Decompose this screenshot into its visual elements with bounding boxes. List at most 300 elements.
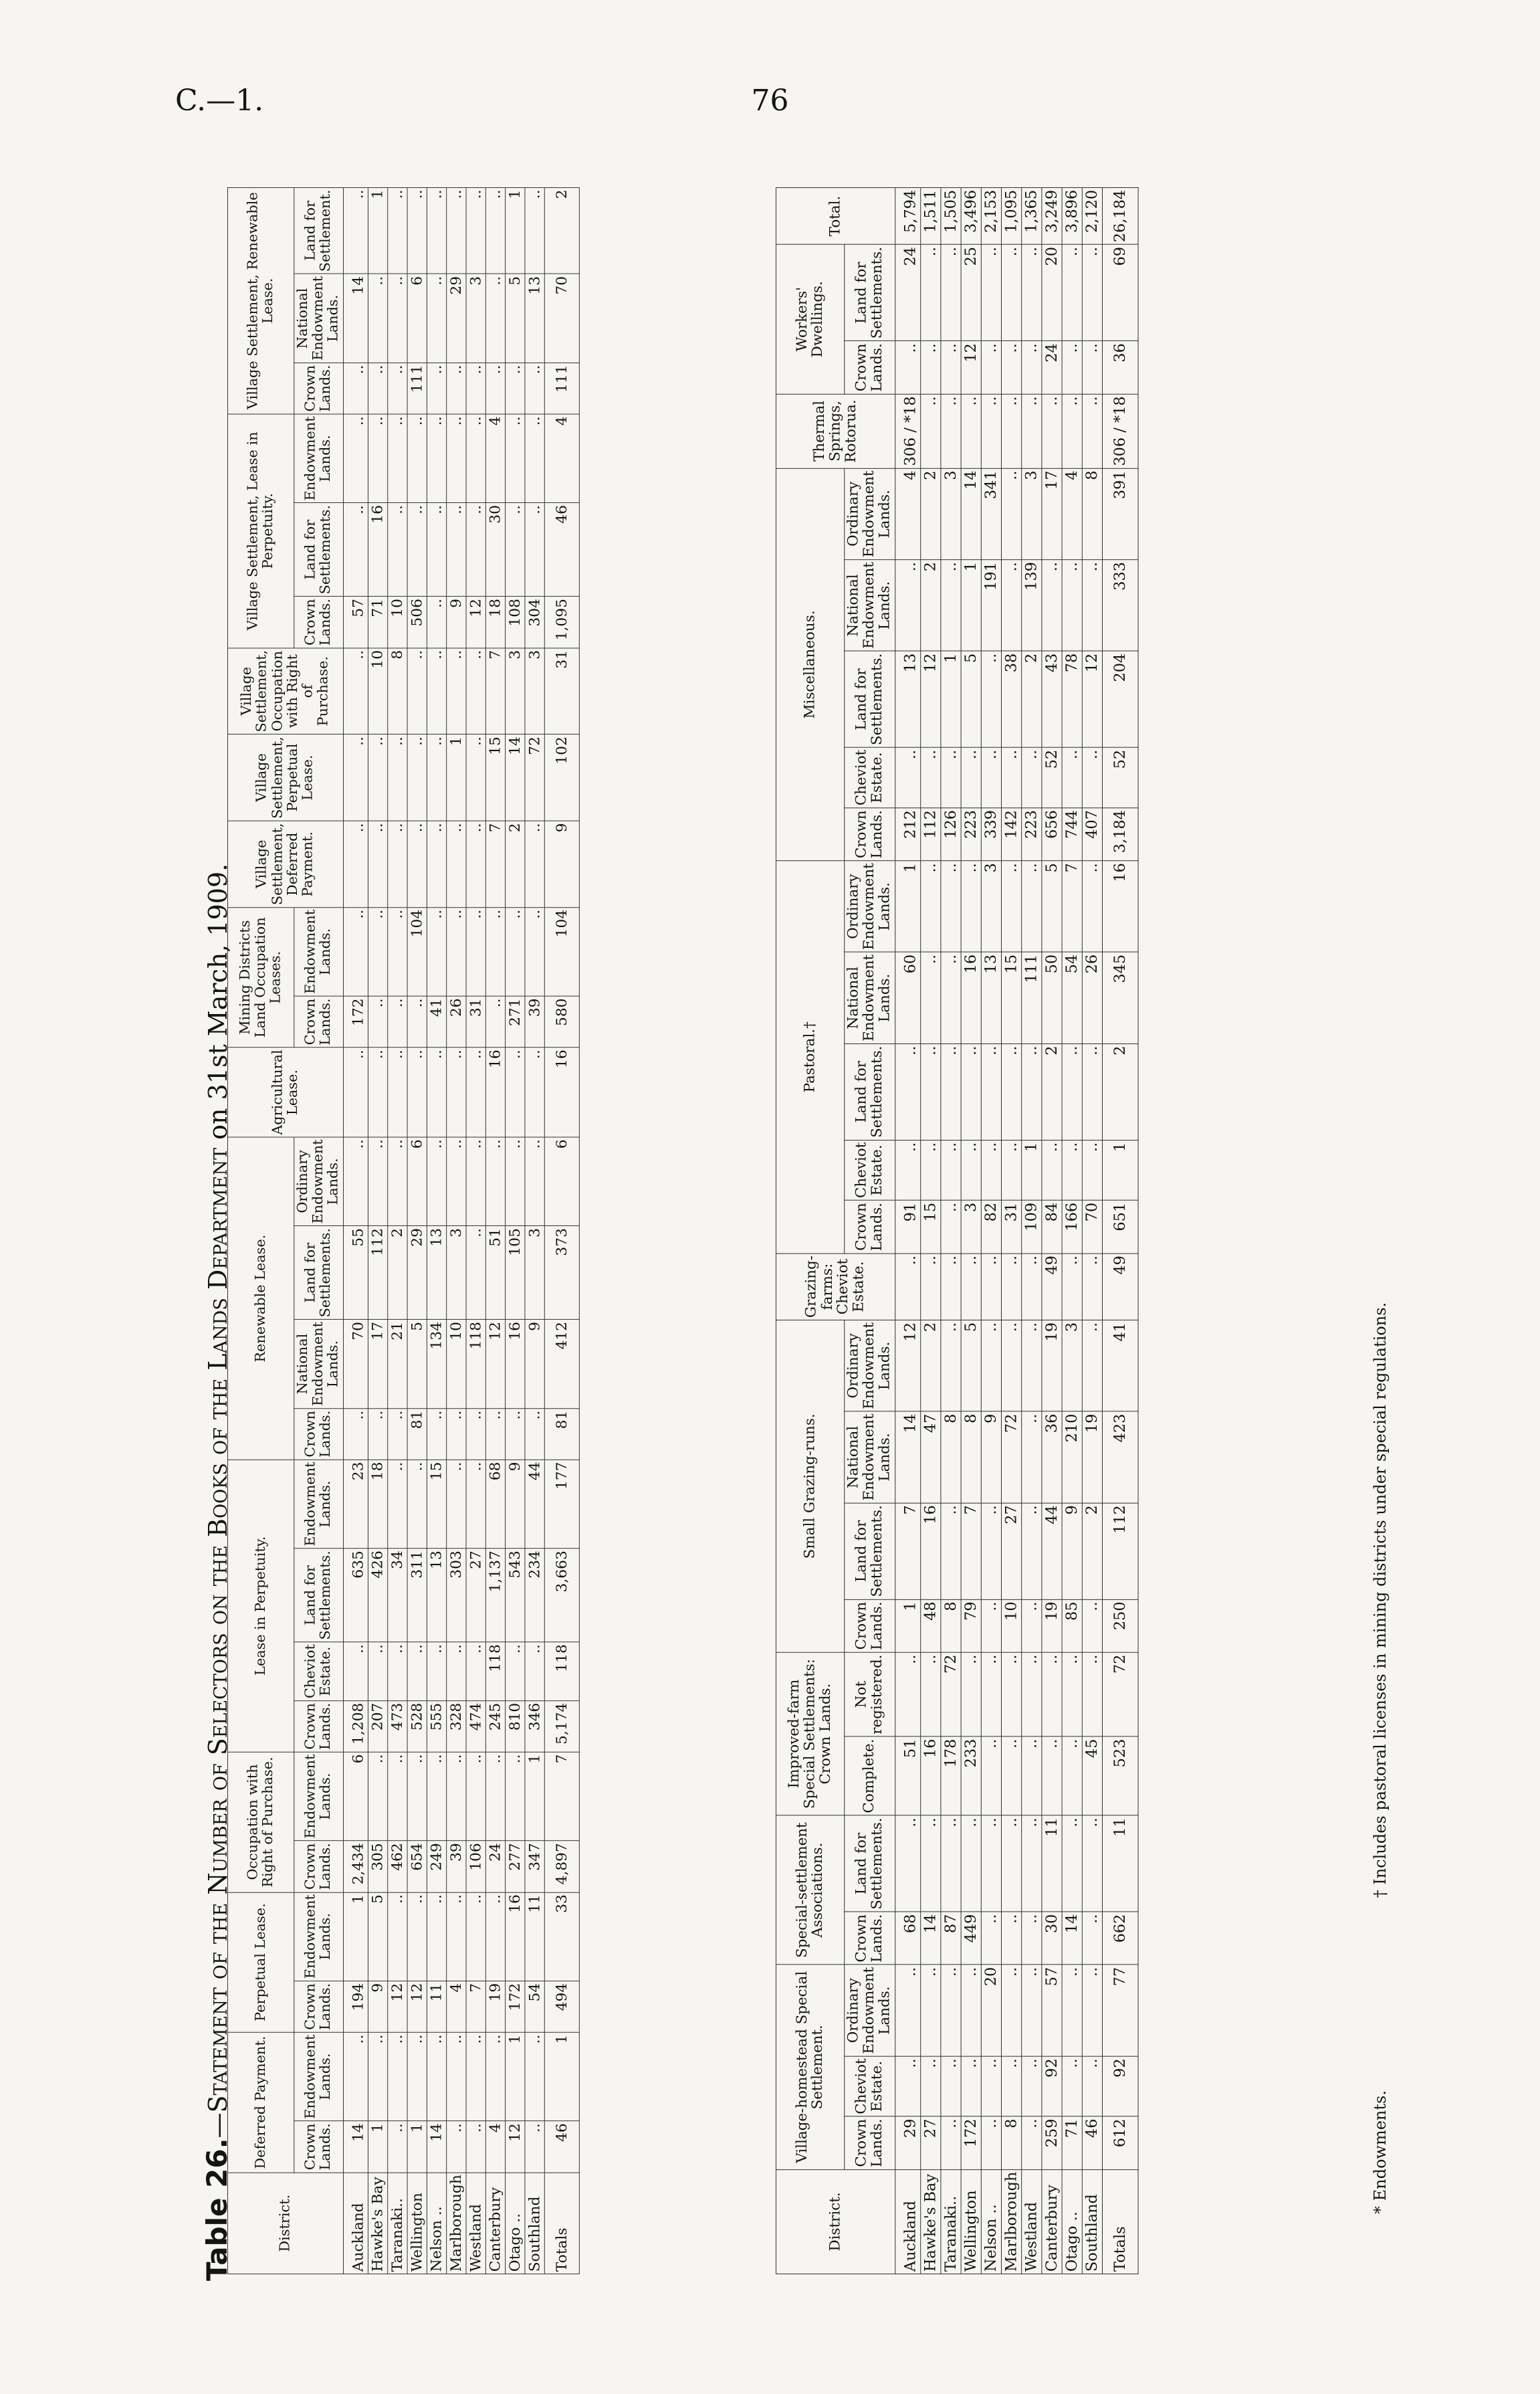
table-cell: .. bbox=[505, 1408, 524, 1460]
table-cell: 172 bbox=[961, 2116, 981, 2169]
table-cell: .. bbox=[427, 363, 446, 414]
table-cell: .. bbox=[1001, 2056, 1021, 2116]
table-cell: 57 bbox=[343, 597, 368, 648]
table-cell: .. bbox=[343, 648, 368, 734]
table-cell: 2 bbox=[505, 821, 524, 907]
column-header: Land for Settlements. bbox=[294, 1226, 343, 1320]
totals-cell: 333 bbox=[1102, 560, 1138, 652]
table-row bbox=[427, 187, 446, 2274]
table-cell: 15 bbox=[920, 1200, 940, 1253]
table-cell: .. bbox=[466, 907, 485, 996]
district-name: Westland bbox=[466, 2173, 485, 2274]
district-name: Southland bbox=[525, 2173, 544, 2274]
table-cell: .. bbox=[1082, 1815, 1102, 1912]
totals-cell: 70 bbox=[544, 274, 579, 363]
district-name: Marlborough bbox=[446, 2173, 465, 2274]
table-label: Table 26. bbox=[201, 2138, 233, 2281]
table-cell: .. bbox=[895, 1652, 920, 1736]
table-cell: 12 bbox=[485, 1320, 505, 1409]
table-cell: 71 bbox=[1062, 2116, 1082, 2169]
table-cell: 13 bbox=[525, 274, 544, 363]
table-row bbox=[343, 187, 368, 2274]
district-name: Nelson .. bbox=[427, 2173, 446, 2274]
table-cell: .. bbox=[368, 1642, 387, 1701]
table-cell: .. bbox=[941, 1503, 961, 1599]
table-cell: 20 bbox=[981, 1965, 1001, 2056]
table-cell: .. bbox=[387, 274, 407, 363]
column-header: Complete. bbox=[845, 1736, 895, 1815]
table-cell: .. bbox=[407, 187, 427, 274]
table-cell: .. bbox=[981, 1599, 1001, 1652]
table-cell: .. bbox=[941, 1043, 961, 1140]
table-cell: .. bbox=[446, 2032, 465, 2121]
page-number: 76 bbox=[751, 84, 789, 118]
table-cell: 72 bbox=[525, 734, 544, 821]
table-cell: .. bbox=[1082, 341, 1102, 394]
table-cell: .. bbox=[485, 187, 505, 274]
table-cell: 72 bbox=[941, 1652, 961, 1736]
table-cell: 407 bbox=[1082, 808, 1102, 861]
table-cell: .. bbox=[981, 1320, 1001, 1412]
table-cell: 656 bbox=[1041, 808, 1061, 861]
table-cell: .. bbox=[466, 821, 485, 907]
district-name: Wellington bbox=[961, 2169, 981, 2274]
table-cell: 9 bbox=[981, 1411, 1001, 1503]
table-cell: .. bbox=[981, 2116, 1001, 2169]
table-cell: 84 bbox=[1041, 1200, 1061, 1253]
table-cell: .. bbox=[941, 1254, 961, 1320]
column-header: Endowment Lands. bbox=[294, 1892, 343, 1981]
table-cell: .. bbox=[343, 1048, 368, 1137]
column-header: Land for Settlements. bbox=[294, 503, 343, 597]
table-cell: 328 bbox=[446, 1700, 465, 1752]
table-cell: .. bbox=[427, 2032, 446, 2121]
table-cell: 91 bbox=[895, 1200, 920, 1253]
totals-cell: 2 bbox=[544, 187, 579, 274]
column-header: Ordinary Endowment Lands. bbox=[294, 1137, 343, 1226]
column-header: Agricultural Lease. bbox=[227, 1048, 343, 1137]
table-cell: .. bbox=[485, 1752, 505, 1841]
table-cell: 29 bbox=[446, 274, 465, 363]
table-cell: 27 bbox=[466, 1549, 485, 1642]
table-cell: 7 bbox=[485, 821, 505, 907]
table-cell: .. bbox=[387, 1892, 407, 1981]
column-header: Endowment Lands. bbox=[294, 907, 343, 996]
column-header: Total. bbox=[776, 187, 895, 244]
table-cell: 21 bbox=[387, 1320, 407, 1409]
table-row bbox=[368, 187, 387, 2274]
table-cell: .. bbox=[920, 861, 940, 953]
table-cell: 2,434 bbox=[343, 1841, 368, 1892]
table-cell: .. bbox=[1021, 1912, 1041, 1965]
table-cell: .. bbox=[466, 2032, 485, 2121]
table-cell: 11 bbox=[1041, 1815, 1061, 1912]
table-cell: .. bbox=[427, 1892, 446, 1981]
column-header: National Endowment Lands. bbox=[294, 1320, 343, 1409]
column-header: Crown Lands. bbox=[294, 1841, 343, 1892]
totals-cell: 16 bbox=[544, 1048, 579, 1137]
district-name: Taranaki.. bbox=[387, 2173, 407, 2274]
table-cell: 3 bbox=[961, 1200, 981, 1253]
table-cell: .. bbox=[407, 1752, 427, 1841]
table-row bbox=[1082, 187, 1102, 2274]
table-cell: 166 bbox=[1062, 1200, 1082, 1253]
totals-cell: 7 bbox=[544, 1752, 579, 1841]
table-cell: .. bbox=[1082, 1652, 1102, 1736]
table-cell: .. bbox=[961, 1254, 981, 1320]
totals-cell: 1 bbox=[1102, 1140, 1138, 1200]
table-1-wrapper bbox=[227, 187, 579, 2274]
table-cell: .. bbox=[485, 363, 505, 414]
totals-cell: 33 bbox=[544, 1892, 579, 1981]
table-cell: 112 bbox=[368, 1226, 387, 1320]
table-cell: .. bbox=[1082, 1599, 1102, 1652]
table-cell: 277 bbox=[505, 1841, 524, 1892]
district-name: Otago .. bbox=[1062, 2169, 1082, 2274]
table-cell: 16 bbox=[505, 1892, 524, 1981]
totals-cell: 81 bbox=[544, 1408, 579, 1460]
table-cell: .. bbox=[387, 2032, 407, 2121]
table-cell: .. bbox=[446, 363, 465, 414]
totals-cell: 2 bbox=[1102, 1043, 1138, 1140]
table-cell: 6 bbox=[407, 274, 427, 363]
table-cell: .. bbox=[387, 1048, 407, 1137]
table-cell: .. bbox=[427, 1408, 446, 1460]
table-cell: .. bbox=[1082, 1912, 1102, 1965]
table-cell: 44 bbox=[1041, 1503, 1061, 1599]
table-cell: .. bbox=[368, 907, 387, 996]
table-cell: 12 bbox=[505, 2121, 524, 2173]
table-cell: .. bbox=[1021, 1815, 1041, 1912]
table-cell: .. bbox=[1062, 2056, 1082, 2116]
table-cell: .. bbox=[505, 503, 524, 597]
table-cell: 27 bbox=[920, 2116, 940, 2169]
column-header: National Endowment Lands. bbox=[294, 274, 343, 363]
table-cell: .. bbox=[387, 1460, 407, 1549]
table-cell: 3 bbox=[1062, 1320, 1082, 1412]
district-header: District. bbox=[776, 2169, 895, 2274]
table-cell: 1,511 bbox=[920, 187, 940, 244]
column-header: Village Settlement, Perpetual Lease. bbox=[227, 734, 343, 821]
table-cell: .. bbox=[1001, 341, 1021, 394]
table-cell: 6 bbox=[407, 1137, 427, 1226]
table-cell: 139 bbox=[1021, 560, 1041, 652]
table-cell: .. bbox=[387, 907, 407, 996]
column-header: Land for Settlements. bbox=[845, 1043, 895, 1140]
table-cell: 25 bbox=[961, 245, 981, 341]
table-cell: .. bbox=[1062, 560, 1082, 652]
totals-cell: 1,095 bbox=[544, 597, 579, 648]
table-cell: 347 bbox=[525, 1841, 544, 1892]
column-header: Crown Lands. bbox=[845, 1599, 895, 1652]
table-cell: .. bbox=[961, 2056, 981, 2116]
table-cell: 8 bbox=[941, 1411, 961, 1503]
table-cell: .. bbox=[981, 341, 1001, 394]
table-cell: .. bbox=[1001, 560, 1021, 652]
table-cell: .. bbox=[895, 1254, 920, 1320]
totals-cell: 423 bbox=[1102, 1411, 1138, 1503]
table-cell: 15 bbox=[427, 1460, 446, 1549]
table-cell: .. bbox=[920, 748, 940, 808]
table-cell: .. bbox=[895, 1043, 920, 1140]
table-cell: 108 bbox=[505, 597, 524, 648]
table-cell: .. bbox=[446, 1892, 465, 1981]
table-cell: .. bbox=[466, 2121, 485, 2173]
table-cell: .. bbox=[525, 821, 544, 907]
table-cell: .. bbox=[961, 1815, 981, 1912]
table-cell: 2 bbox=[1021, 651, 1041, 747]
table-cell: 27 bbox=[1001, 1503, 1021, 1599]
table-cell: .. bbox=[387, 414, 407, 503]
table-cell: .. bbox=[343, 503, 368, 597]
table-cell: .. bbox=[1082, 2056, 1102, 2116]
table-cell: 70 bbox=[1082, 1200, 1102, 1253]
table-cell: 20 bbox=[1041, 245, 1061, 341]
table-cell: .. bbox=[981, 394, 1001, 468]
table-cell: .. bbox=[1001, 245, 1021, 341]
table-cell: 1 bbox=[343, 1892, 368, 1981]
table-cell: .. bbox=[525, 414, 544, 503]
table-cell: .. bbox=[1062, 1815, 1082, 1912]
table-cell: 426 bbox=[368, 1549, 387, 1642]
table-cell: 528 bbox=[407, 1700, 427, 1752]
table-cell: 249 bbox=[427, 1841, 446, 1892]
table-cell: 1,137 bbox=[485, 1549, 505, 1642]
table-cell: 3,896 bbox=[1062, 187, 1082, 244]
table-cell: 543 bbox=[505, 1549, 524, 1642]
table-cell: 212 bbox=[895, 808, 920, 861]
table-cell: 111 bbox=[407, 363, 427, 414]
column-header: Village Settlement, Occupation with Right of Purchase. bbox=[227, 648, 343, 734]
table-cell: 305 bbox=[368, 1841, 387, 1892]
column-header: Land for Settlements. bbox=[845, 1503, 895, 1599]
column-header: Land for Settlements. bbox=[294, 1549, 343, 1642]
table-cell: .. bbox=[427, 734, 446, 821]
table-cell: 16 bbox=[485, 1048, 505, 1137]
table-cell: 15 bbox=[1001, 952, 1021, 1043]
table-cell: 29 bbox=[895, 2116, 920, 2169]
table-cell: 3 bbox=[981, 861, 1001, 953]
header-row-groups bbox=[776, 187, 844, 2274]
table-cell: 49 bbox=[1041, 1254, 1061, 1320]
table-cell: .. bbox=[1082, 560, 1102, 652]
table-cell: 4 bbox=[485, 414, 505, 503]
table-cell: .. bbox=[407, 503, 427, 597]
table-cell: .. bbox=[1021, 2116, 1041, 2169]
table-cell: 71 bbox=[368, 597, 387, 648]
table-cell: .. bbox=[920, 1815, 940, 1912]
table-cell: 45 bbox=[1082, 1736, 1102, 1815]
table-cell: .. bbox=[1001, 1965, 1021, 2056]
table-cell: 5 bbox=[961, 651, 981, 747]
table-cell: 2 bbox=[1041, 1043, 1061, 1140]
table-cell: .. bbox=[446, 1752, 465, 1841]
table-cell: 11 bbox=[427, 1981, 446, 2032]
table-cell: 16 bbox=[368, 503, 387, 597]
group-header: Lease in Perpetuity. bbox=[227, 1460, 294, 1752]
table-row bbox=[1001, 187, 1021, 2274]
table-cell: .. bbox=[1001, 861, 1021, 953]
district-name: Canterbury bbox=[1041, 2169, 1061, 2274]
table-row bbox=[1062, 187, 1082, 2274]
table-row bbox=[505, 187, 524, 2274]
table-cell: 5 bbox=[368, 1892, 387, 1981]
table-cell: .. bbox=[407, 648, 427, 734]
table-row bbox=[485, 187, 505, 2274]
table-cell: 506 bbox=[407, 597, 427, 648]
table-cell: .. bbox=[427, 274, 446, 363]
table-cell: .. bbox=[1082, 748, 1102, 808]
table-cell: 3 bbox=[525, 1226, 544, 1320]
table-cell: 9 bbox=[505, 1460, 524, 1549]
table-cell: 134 bbox=[427, 1320, 446, 1409]
table-cell: .. bbox=[1021, 1043, 1041, 1140]
table-cell: 1,095 bbox=[1001, 187, 1021, 244]
totals-cell: 3,184 bbox=[1102, 808, 1138, 861]
totals-cell: 412 bbox=[544, 1320, 579, 1409]
table-cell: 31 bbox=[466, 996, 485, 1048]
table-cell: 4 bbox=[446, 1981, 465, 2032]
table-cell: .. bbox=[387, 503, 407, 597]
table-cell: .. bbox=[343, 907, 368, 996]
table-cell: 473 bbox=[387, 1700, 407, 1752]
table-cell: .. bbox=[961, 861, 981, 953]
table-row bbox=[1041, 187, 1061, 2274]
table-cell: 234 bbox=[525, 1549, 544, 1642]
table-cell: 29 bbox=[407, 1226, 427, 1320]
table-cell: .. bbox=[920, 1652, 940, 1736]
table-cell: 14 bbox=[343, 2121, 368, 2173]
table-cell: 106 bbox=[466, 1841, 485, 1892]
district-name: Taranaki.. bbox=[941, 2169, 961, 2274]
table-cell: 2,120 bbox=[1082, 187, 1102, 244]
table-cell: .. bbox=[387, 1408, 407, 1460]
table-cell: 19 bbox=[1041, 1320, 1061, 1412]
table-cell: .. bbox=[387, 2121, 407, 2173]
table-cell: .. bbox=[446, 821, 465, 907]
table-cell: .. bbox=[387, 1642, 407, 1701]
totals-row bbox=[1102, 187, 1138, 2274]
table-row bbox=[407, 187, 427, 2274]
table-cell: 1 bbox=[1021, 1140, 1041, 1200]
table-cell: .. bbox=[1021, 1736, 1041, 1815]
table-cell: 17 bbox=[1041, 468, 1061, 560]
table-cell: 81 bbox=[407, 1408, 427, 1460]
table-cell: 474 bbox=[466, 1700, 485, 1752]
totals-cell: 580 bbox=[544, 996, 579, 1048]
table-cell: .. bbox=[446, 414, 465, 503]
table-cell: 41 bbox=[427, 996, 446, 1048]
table-cell: .. bbox=[1001, 1140, 1021, 1200]
table-row bbox=[1021, 187, 1041, 2274]
table-cell: .. bbox=[466, 1408, 485, 1460]
table-cell: 1 bbox=[505, 2032, 524, 2121]
table-cell: .. bbox=[446, 1408, 465, 1460]
table-cell: .. bbox=[485, 1408, 505, 1460]
column-header: National Endowment Lands. bbox=[845, 560, 895, 652]
table-cell: .. bbox=[1001, 1815, 1021, 1912]
table-cell: 52 bbox=[1041, 748, 1061, 808]
table-cell: 4 bbox=[895, 468, 920, 560]
table-cell: .. bbox=[505, 414, 524, 503]
table-cell: 1 bbox=[941, 651, 961, 747]
totals-cell: 662 bbox=[1102, 1912, 1138, 1965]
column-header: Crown Lands. bbox=[845, 1200, 895, 1253]
table-cell: .. bbox=[1021, 1411, 1041, 1503]
column-header: Land for Settlements. bbox=[845, 1815, 895, 1912]
column-header: Ordinary Endowment Lands. bbox=[845, 1320, 895, 1412]
table-cell: .. bbox=[368, 414, 387, 503]
table-cell: .. bbox=[1001, 748, 1021, 808]
table-row bbox=[466, 187, 485, 2274]
table-cell: .. bbox=[427, 1048, 446, 1137]
table-cell: 1 bbox=[368, 187, 387, 274]
table-cell: 38 bbox=[1001, 651, 1021, 747]
table-cell: 8 bbox=[387, 648, 407, 734]
table-cell: 172 bbox=[343, 996, 368, 1048]
table-row bbox=[920, 187, 940, 2274]
district-name: Westland bbox=[1021, 2169, 1041, 2274]
table-cell: 26 bbox=[446, 996, 465, 1048]
group-header: Pastoral.† bbox=[776, 861, 844, 1254]
table-cell: .. bbox=[1082, 1965, 1102, 2056]
table-cell: .. bbox=[981, 651, 1001, 747]
table-cell: 19 bbox=[1041, 1599, 1061, 1652]
table-cell: 87 bbox=[941, 1912, 961, 1965]
table-cell: 3 bbox=[466, 274, 485, 363]
table-cell: 9 bbox=[446, 597, 465, 648]
table-cell: 118 bbox=[466, 1320, 485, 1409]
group-header: Small Grazing-runs. bbox=[776, 1320, 844, 1653]
table-cell: .. bbox=[368, 996, 387, 1048]
table-cell: 744 bbox=[1062, 808, 1082, 861]
table-cell: .. bbox=[407, 821, 427, 907]
table-cell: 72 bbox=[1001, 1411, 1021, 1503]
page-code: C.—1. bbox=[175, 84, 264, 118]
table-cell: .. bbox=[1062, 245, 1082, 341]
table-cell: 68 bbox=[895, 1912, 920, 1965]
table-cell: .. bbox=[961, 1043, 981, 1140]
table-cell: .. bbox=[427, 907, 446, 996]
table-cell: .. bbox=[1062, 1140, 1082, 1200]
table-cell: 462 bbox=[387, 1841, 407, 1892]
table-cell: .. bbox=[1021, 1599, 1041, 1652]
table-cell: .. bbox=[407, 996, 427, 1048]
table-cell: .. bbox=[941, 1815, 961, 1912]
table-cell: 303 bbox=[446, 1549, 465, 1642]
table-row bbox=[525, 187, 544, 2274]
table-cell: 210 bbox=[1062, 1411, 1082, 1503]
table-cell: .. bbox=[1082, 861, 1102, 953]
table-cell: 19 bbox=[485, 1981, 505, 2032]
table-cell: 223 bbox=[1021, 808, 1041, 861]
table-cell: 7 bbox=[485, 648, 505, 734]
table-row bbox=[981, 187, 1001, 2274]
table-cell: 70 bbox=[343, 1320, 368, 1409]
table-cell: 48 bbox=[920, 1599, 940, 1652]
table-cell: 654 bbox=[407, 1841, 427, 1892]
table-cell: .. bbox=[895, 2056, 920, 2116]
table-cell: .. bbox=[920, 1254, 940, 1320]
table-cell: 68 bbox=[485, 1460, 505, 1549]
table-cell: .. bbox=[981, 1140, 1001, 1200]
footnote-pastoral: † Includes pastoral licenses in mining districts under special regulations. bbox=[1371, 1302, 1390, 1898]
table-cell: .. bbox=[895, 1815, 920, 1912]
table-cell: 449 bbox=[961, 1912, 981, 1965]
totals-cell: 6 bbox=[544, 1137, 579, 1226]
table-cell: .. bbox=[343, 1642, 368, 1701]
table-cell: .. bbox=[895, 748, 920, 808]
